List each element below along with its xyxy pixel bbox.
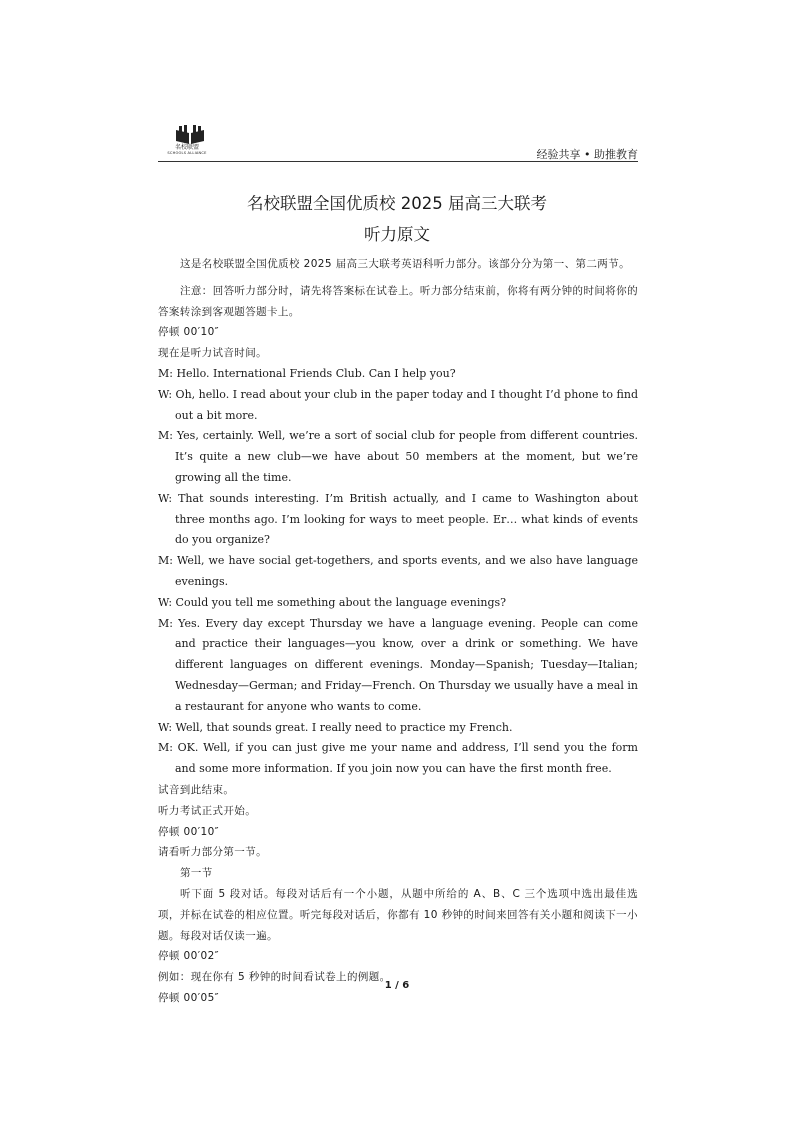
- section-instruction: 听下面 5 段对话。每段对话后有一个小题，从题中所给的 A、B、C 三个选项中选出最佳选项，并标在试卷的相应位置。听完每段对话后，你都有 10 秒钟的时间来回答有关小题和阅读下一小题。每段对话仅读一遍。: [158, 887, 638, 942]
- pause-line: 停顿 00′02″: [158, 950, 219, 963]
- document-subtitle: 听力原文: [364, 225, 430, 244]
- logo-title: 名校联盟: [174, 144, 199, 151]
- intro-paragraph: 这是名校联盟全国优质校 2025 届高三大联考英语科听力部分。该部分分为第一、第二两节。: [180, 258, 630, 270]
- example-line: 例如：现在你有 5 秒钟的时间看试卷上的例题。: [158, 971, 391, 984]
- dialogue-line: M: OK. Well, if you can just give me your name and address, I’ll send you the form and some more information. If you join now you can have the first month free.: [158, 741, 638, 776]
- page-header: [158, 124, 638, 162]
- pause-line: 停顿 00′10″: [158, 825, 219, 838]
- dialogue-line: W: Oh, hello. I read about your club in the paper today and I thought I’d phone to find out a bit more.: [158, 387, 638, 422]
- pause-line: 停顿 00′05″: [158, 991, 219, 1004]
- document-title: 名校联盟全国优质校 2025 届高三大联考: [247, 194, 547, 213]
- document-body: [158, 254, 638, 1009]
- dialogue-line: W: Could you tell me something about the language evenings?: [158, 595, 507, 609]
- dialogue-line: M: Yes, certainly. Well, we’re a sort of social club for people from different countries. It’s quite a new club—we have about 50 members at the moment, but we’re growing all the time.: [158, 429, 638, 484]
- header-slogan: 经验共享 • 助推教育: [536, 148, 638, 161]
- section-title: 第一节: [180, 867, 213, 880]
- page-number: 1 / 6: [384, 980, 410, 991]
- exam-start-line: 听力考试正式开始。: [158, 804, 257, 817]
- notice-paragraph: 注意：回答听力部分时，请先将答案标在试卷上。听力部分结束前，你将有两分钟的时间将你的答案转涂到客观题答题卡上。: [158, 284, 638, 318]
- header-divider: [158, 161, 638, 162]
- pause-line: 停顿 00′10″: [158, 326, 219, 339]
- trial-end-line: 试音到此结束。: [158, 783, 235, 796]
- dialogue-line: M: Hello. International Friends Club. Can I help you?: [158, 366, 456, 380]
- section-intro-line: 请看听力部分第一节。: [158, 846, 267, 859]
- logo-subtitle: SCHOOLS ALLIANCE: [167, 151, 207, 155]
- dialogue-line: W: That sounds interesting. I’m British actually, and I came to Washington about three months ago. I’m looking for ways to meet people. Er… what kinds of events do you organize?: [158, 491, 638, 547]
- trial-start-line: 现在是听力试音时间。: [158, 347, 267, 360]
- dialogue-line: M: Well, we have social get-togethers, and sports events, and we also have language evenings.: [158, 554, 638, 588]
- dialogue-line: W: Well, that sounds great. I really need to practice my French.: [158, 720, 513, 734]
- dialogue-line: M: Yes. Every day except Thursday we have a language evening. People can come and practice their languages—you know, over a drink or something. We have different languages on different evenings. Monday—Spanish; Tuesday—Italian; Wednesday—German; and Friday—French. On Thursday we usually have a meal in a restaurant for anyone who wants to come.: [158, 616, 638, 713]
